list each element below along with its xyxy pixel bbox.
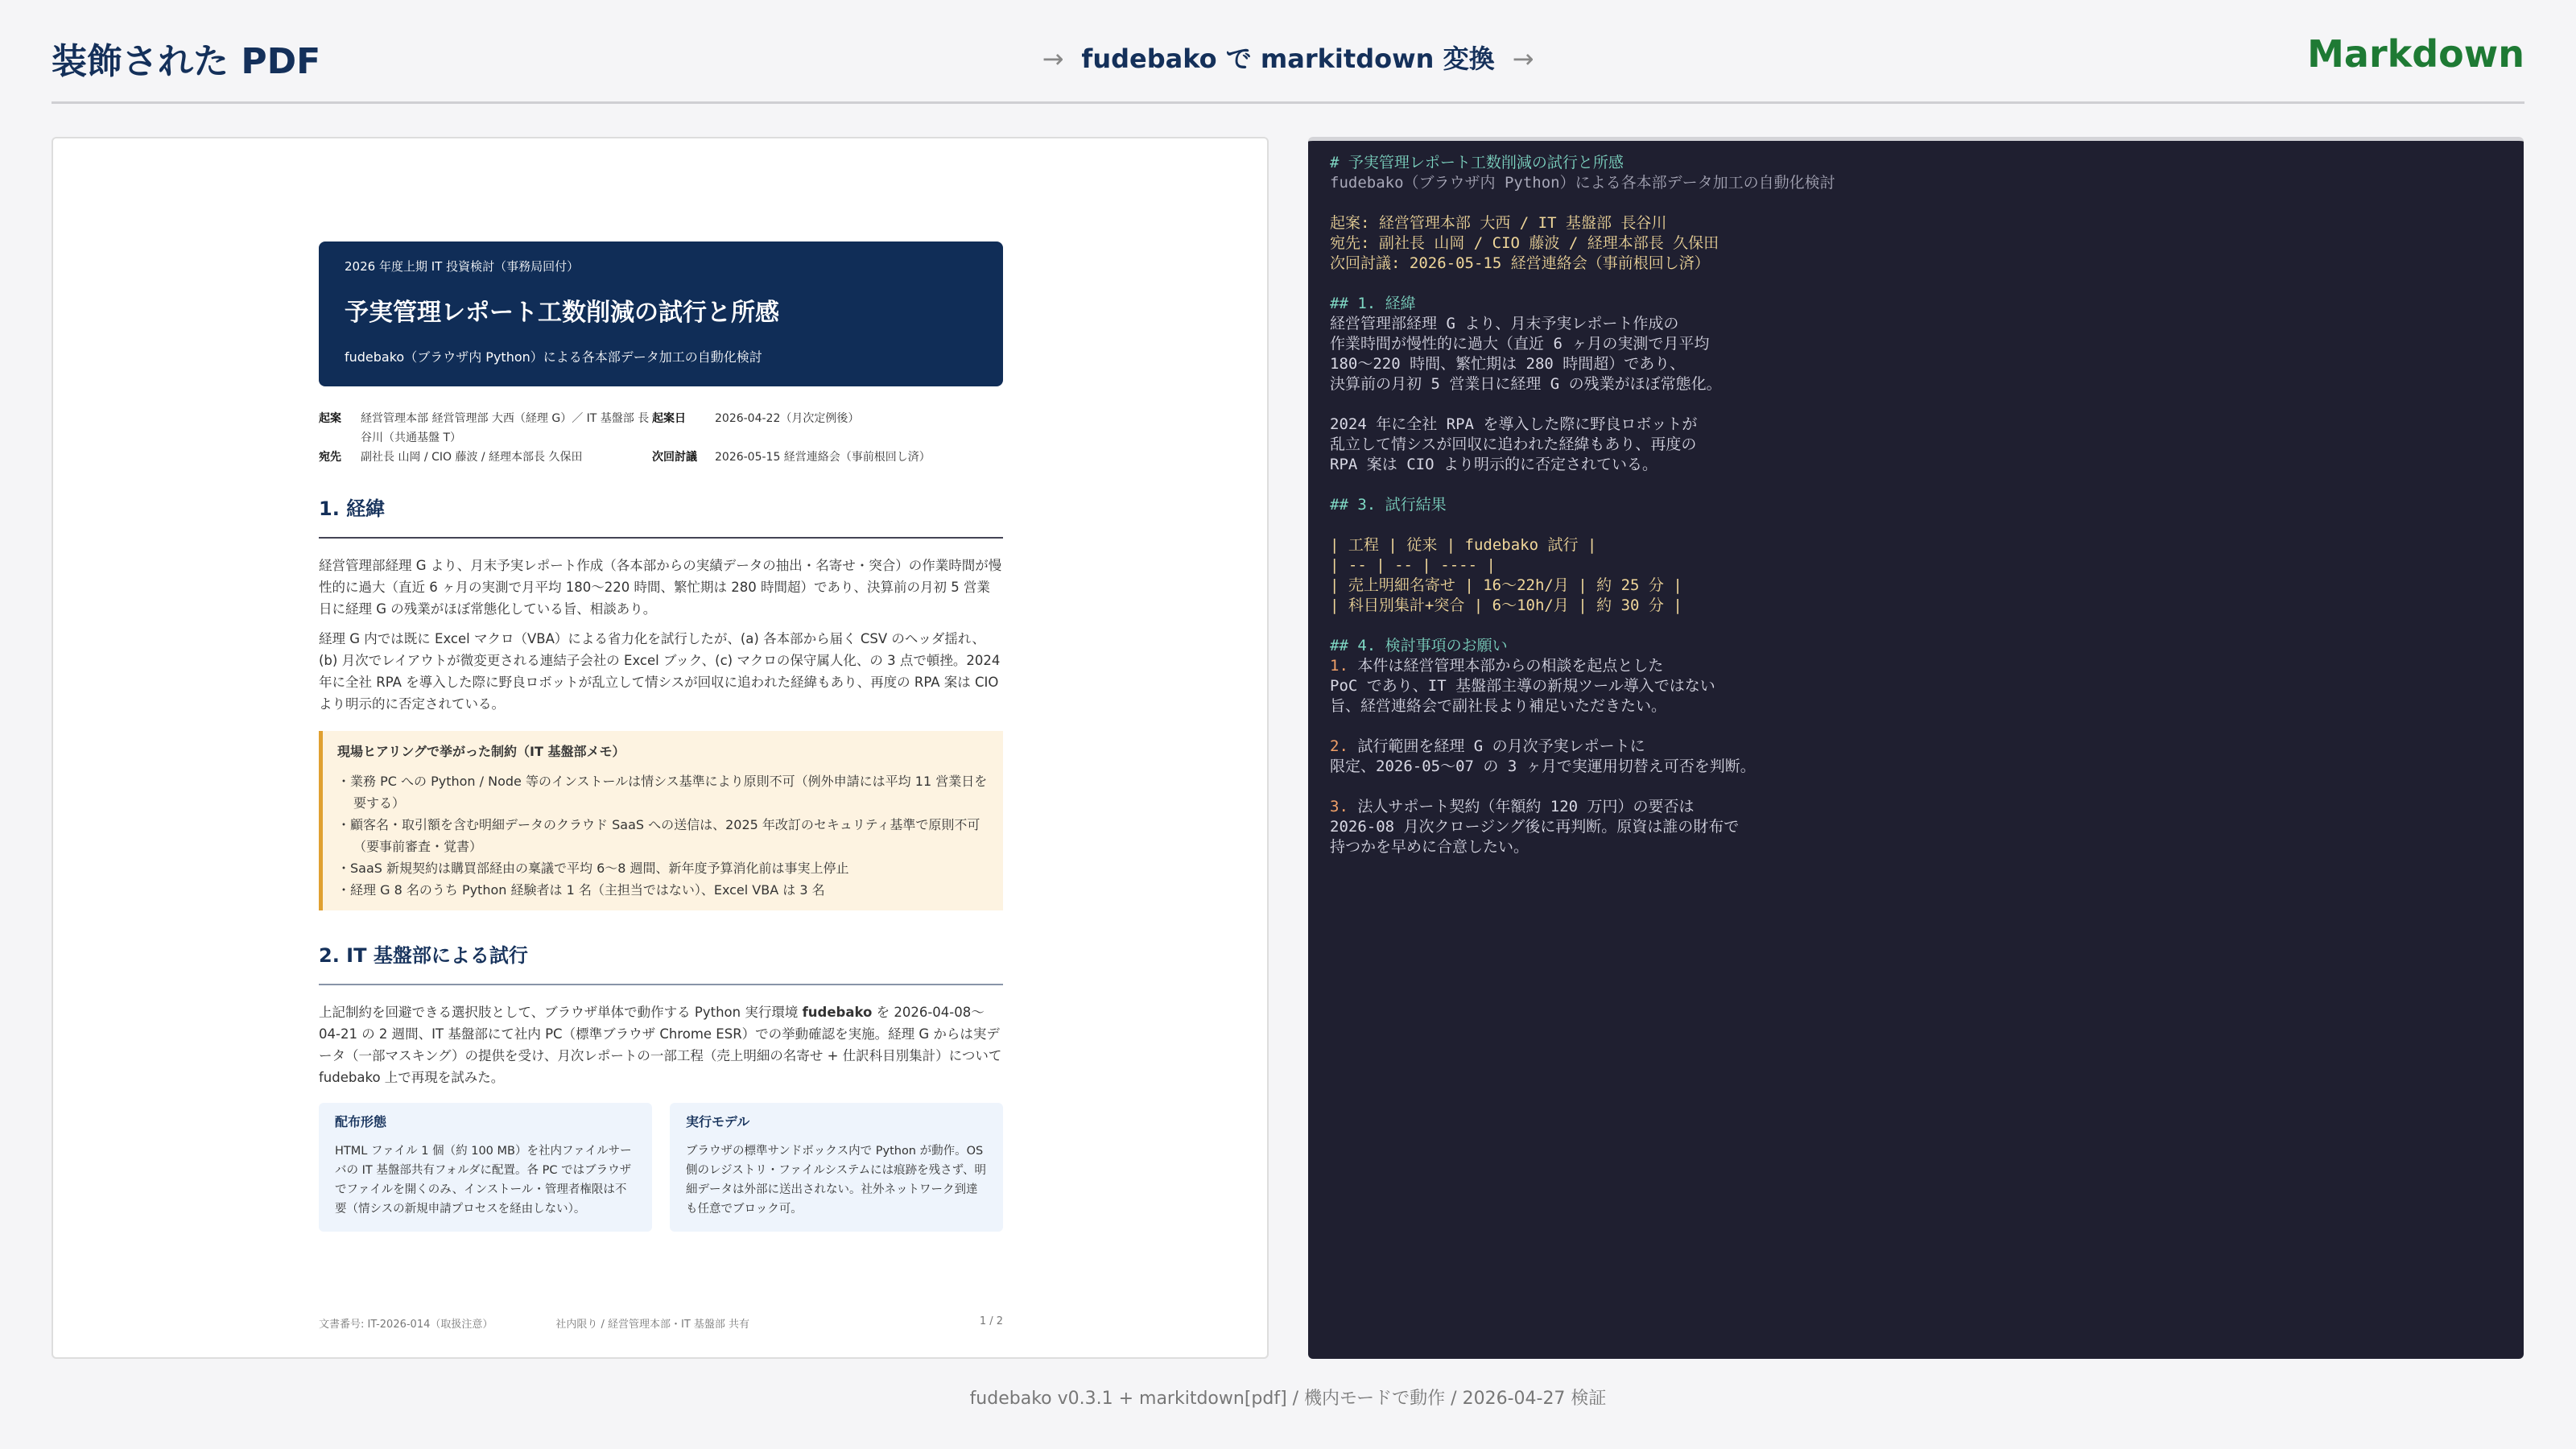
md-list-line bbox=[1330, 797, 1835, 817]
list-number: 2. bbox=[1330, 737, 1348, 755]
md-blank-line bbox=[1330, 515, 1835, 535]
md-list-line bbox=[1330, 656, 1835, 676]
info-card bbox=[670, 1103, 1003, 1232]
md-line: 2024 年に全社 RPA を導入した際に野良ロボットが bbox=[1330, 415, 1698, 433]
md-line: 2026-08 月次クロージング後に再判断。原資は誰の財布で bbox=[1330, 818, 1740, 836]
pdf-heading: 装飾された PDF bbox=[52, 41, 321, 82]
md-text: 試行範囲を経理 G の月次予実レポートに bbox=[1348, 737, 1645, 755]
constraints-callout bbox=[319, 731, 1003, 910]
list-number: 3. bbox=[1330, 798, 1348, 815]
text-bold: fudebako bbox=[802, 1005, 873, 1020]
callout-item: ・ 経理 G 8 名のうち Python 経験者は 1 名（主担当ではない）、Excel VBA は 3 名 bbox=[337, 879, 990, 901]
md-blank-line bbox=[1330, 616, 1835, 636]
header-divider bbox=[52, 101, 2524, 104]
meta-key: 宛先 bbox=[319, 451, 341, 464]
doc-number: 文書番号: IT-2026-014（取扱注意） bbox=[319, 1319, 493, 1331]
md-table-line: | 科目別集計+突合 | 6〜10h/月 | 約 30 分 | bbox=[1330, 597, 1682, 614]
pdf-preview-panel bbox=[52, 137, 1269, 1359]
md-blank-line bbox=[1330, 716, 1835, 737]
callout-title: 現場ヒアリングで挙がった制約（IT 基盤部メモ） bbox=[337, 744, 625, 759]
doc-scope: 社内限り / 経営管理本部・IT 基盤部 共有 bbox=[555, 1319, 750, 1331]
title-banner bbox=[319, 242, 1003, 386]
text: を 2026-04-08〜04-21 の 2 週間、IT 基盤部にて社内 PC（標準ブラウザ Chrome ESR）での挙動確認を実施。経理 G からは実データ（一部マスキング）の提供を受け、月次レポートの一部工程（売上明細の名寄せ + 仕訳科目別集計）について fudebako 上で再現を試みた。 bbox=[319, 1005, 1002, 1085]
pdf-document bbox=[319, 242, 1003, 1232]
arrow-right-icon: → bbox=[1512, 43, 1534, 74]
md-line: 作業時間が慢性的に過大（直近 6 ヶ月の実測で月平均 bbox=[1330, 335, 1710, 353]
card-title: 配布形態 bbox=[335, 1114, 387, 1129]
meta-key: 起案日 bbox=[652, 412, 686, 425]
card-body: ブラウザの標準サンドボックス内で Python が動作。OS 側のレジストリ・ファイルシステムには痕跡を残さず、明細データは外部に送出されない。社外ネットワーク到達も任意でブロック可。 bbox=[686, 1145, 986, 1216]
meta-value: 経営管理本部 経営管理部 大西（経理 G）／ IT 基盤部 長谷川（共通基盤 T） bbox=[361, 412, 650, 444]
md-line: 決算前の月初 5 営業日に経理 G の残業がほぼ常態化。 bbox=[1330, 375, 1722, 393]
markdown-text bbox=[1330, 153, 1835, 857]
md-line: 起案: 経営管理本部 大西 / IT 基盤部 長谷川 bbox=[1330, 214, 1667, 232]
info-card bbox=[319, 1103, 652, 1232]
md-line: ## 4. 検討事項のお願い bbox=[1330, 637, 1508, 654]
md-line: ## 3. 試行結果 bbox=[1330, 496, 1447, 514]
page-number: 1 / 2 bbox=[979, 1315, 1003, 1327]
md-line: fudebako（ブラウザ内 Python）による各本部データ加工の自動化検討 bbox=[1330, 174, 1835, 192]
section-heading: 2. IT 基盤部による試行 bbox=[319, 939, 1003, 985]
md-line: 経営管理部経理 G より、月末予実レポート作成の bbox=[1330, 315, 1679, 332]
md-blank-line bbox=[1330, 777, 1835, 797]
md-line: 180〜220 時間、繁忙期は 280 時間超）であり、 bbox=[1330, 355, 1686, 373]
info-cards bbox=[319, 1103, 1003, 1232]
conversion-heading bbox=[0, 39, 2576, 76]
callout-item: ・ SaaS 新規契約は購買部経由の稟議で平均 6〜8 週間、新年度予算消化前は事実上停止 bbox=[337, 857, 990, 879]
md-list-line bbox=[1330, 737, 1835, 757]
card-title: 実行モデル bbox=[686, 1114, 750, 1129]
markdown-output-panel bbox=[1308, 137, 2524, 1359]
md-blank-line bbox=[1330, 475, 1835, 495]
md-table-line: | -- | -- | ---- | bbox=[1330, 556, 1496, 574]
md-line: # 予実管理レポート工数削減の試行と所感 bbox=[1330, 154, 1624, 171]
md-line: 乱立して情シスが回収に追われた経緯もあり、再度の bbox=[1330, 436, 1697, 453]
meta-key: 次回討議 bbox=[652, 451, 697, 464]
doc-title: 予実管理レポート工数削減の試行と所感 bbox=[345, 299, 779, 327]
paragraph: 経営管理部経理 G より、月末予実レポート作成（各本部からの実績データの抽出・名寄せ・突合）の作業時間が慢性的に過大（直近 6 ヶ月の実測で月平均 180〜220 時間、繁忙期は 280 時間超）であり、決算前の月初 5 営業日に経理 G の残業がほぼ常態化している旨、相談あり。 bbox=[319, 558, 1002, 617]
arrow-right-icon: → bbox=[1042, 43, 1064, 74]
callout-item: ・ 顧客名・取引額を含む明細データのクラウド SaaS への送信は、2025 年改訂のセキュリティ基準で原則不可（要事前審査・覚書） bbox=[337, 814, 990, 857]
card-body: HTML ファイル 1 個（約 100 MB）を社内ファイルサーバの IT 基盤部共有フォルダに配置。各 PC ではブラウザでファイルを開くのみ、インストール・管理者権限は不要（情シスの新規申請プロセスを経由しない）。 bbox=[335, 1145, 632, 1216]
md-blank-line bbox=[1330, 394, 1835, 415]
meta-value: 2026-04-22（月次定例後） bbox=[715, 412, 860, 425]
md-table-line: | 売上明細名寄せ | 16〜22h/月 | 約 25 分 | bbox=[1330, 576, 1682, 594]
doc-subtitle: fudebako（ブラウザ内 Python）による各本部データ加工の自動化検討 bbox=[345, 349, 762, 365]
md-table-line: | 工程 | 従来 | fudebako 試行 | bbox=[1330, 536, 1597, 554]
md-blank-line bbox=[1330, 274, 1835, 294]
paragraph bbox=[319, 1001, 1003, 1088]
paragraph: 経理 G 内では既に Excel マクロ（VBA）による省力化を試行したが、(a) 各本部から届く CSV のヘッダ揺れ、(b) 月次でレイアウトが微変更される連結子会社の Excel ブック、(c) マクロの保守属人化、の 3 点で頓挫。2024 年に全社 RPA を導入した際に野良ロボットが乱立して情シスが回収に追われた経緯もあり、再度の RPA 案は CIO より明示的に否定されている。 bbox=[319, 631, 1001, 712]
md-line: RPA 案は CIO より明示的に否定されている。 bbox=[1330, 456, 1657, 473]
md-line: PoC であり、IT 基盤部主導の新規ツール導入ではない bbox=[1330, 677, 1715, 695]
doc-kicker: 2026 年度上期 IT 投資検討（事務局回付） bbox=[345, 259, 580, 274]
conversion-label: fudebako で markitdown 変換 bbox=[1081, 43, 1495, 74]
doc-footer bbox=[319, 1315, 1003, 1331]
md-line: ## 1. 経緯 bbox=[1330, 295, 1416, 312]
md-line: 宛先: 副社長 山岡 / CIO 藤波 / 経理本部長 久保田 bbox=[1330, 234, 1719, 252]
doc-meta bbox=[319, 409, 1003, 467]
md-line: 次回討議: 2026-05-15 経営連絡会（事前根回し済） bbox=[1330, 254, 1710, 272]
md-line: 旨、経営連絡会で副社長より補足いただきたい。 bbox=[1330, 697, 1667, 715]
section-heading: 1. 経緯 bbox=[319, 493, 1003, 539]
page-footer: fudebako v0.3.1 + markitdown[pdf] / 機内モードで動作 / 2026-04-27 検証 bbox=[969, 1389, 1607, 1409]
md-blank-line bbox=[1330, 193, 1835, 213]
meta-key: 起案 bbox=[319, 412, 341, 425]
markdown-heading: Markdown bbox=[2307, 32, 2524, 76]
list-number: 1. bbox=[1330, 657, 1348, 675]
text: 上記制約を回避できる選択肢として、ブラウザ単体で動作する Python 実行環境 bbox=[319, 1005, 803, 1020]
meta-value: 2026-05-15 経営連絡会（事前根回し済） bbox=[715, 451, 931, 464]
md-text: 本件は経営管理本部からの相談を起点とした bbox=[1348, 657, 1664, 675]
md-line: 持つかを早めに合意したい。 bbox=[1330, 838, 1530, 856]
md-line: 限定、2026-05〜07 の 3 ヶ月で実運用切替え可否を判断。 bbox=[1330, 758, 1756, 775]
md-text: 法人サポート契約（年額約 120 万円）の要否は bbox=[1348, 798, 1695, 815]
callout-item: ・ 業務 PC への Python / Node 等のインストールは情シス基準により原則不可（例外申請には平均 11 営業日を要する） bbox=[337, 770, 990, 814]
meta-value: 副社長 山岡 / CIO 藤波 / 経理本部長 久保田 bbox=[361, 451, 583, 464]
